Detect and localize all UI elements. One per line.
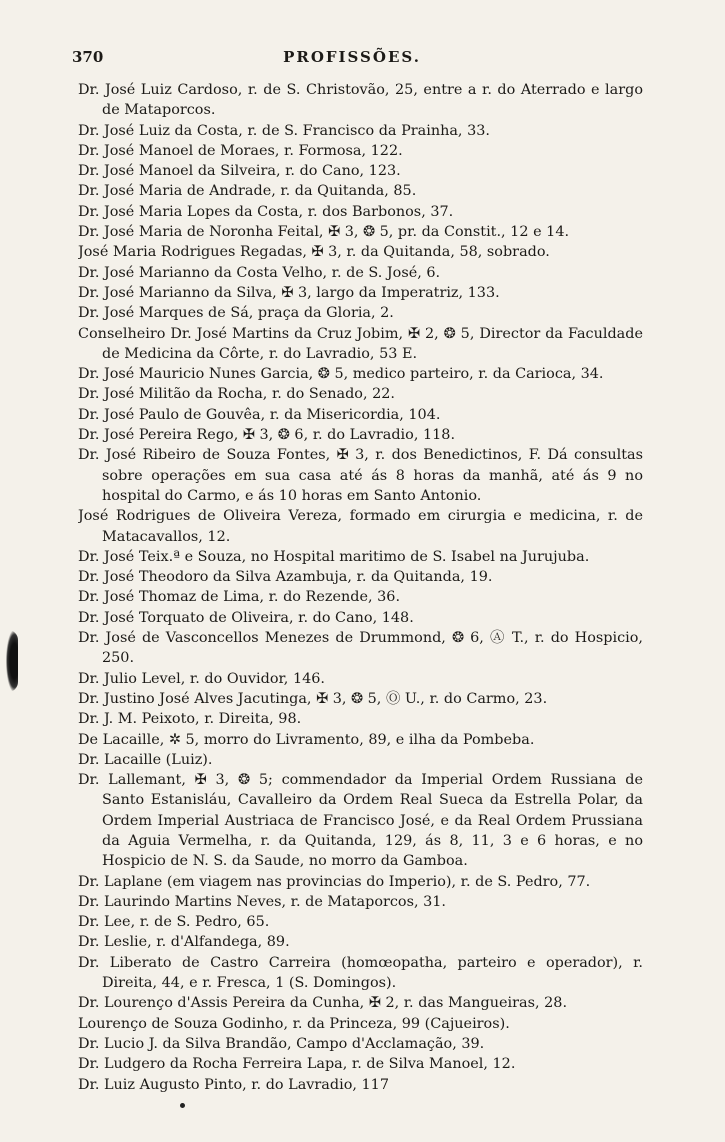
page-header xyxy=(72,48,632,70)
list-item: Dr. J. M. Peixoto, r. Direita, 98. xyxy=(78,711,302,728)
list-item: Dr. José Manoel de Moraes, r. Formosa, 122. xyxy=(78,142,403,159)
list-item: Dr. José Theodoro da Silva Azambuja, r. da Quitanda, 19. xyxy=(78,569,493,586)
list-item: Conselheiro Dr. José Martins da Cruz Jobim, ✠ 2, ❂ 5, Director da Faculdade de Medicina da Côrte, r. do Lavradio, 53 E. xyxy=(78,325,643,362)
list-item: Dr. José Maria de Noronha Feital, ✠ 3, ❂ 5, pr. da Constit., 12 e 14. xyxy=(78,224,570,241)
binding-shadow xyxy=(6,630,18,692)
list-item: Dr. José Paulo de Gouvêa, r. da Misericordia, 104. xyxy=(78,406,441,423)
list-item: Dr. Luiz Augusto Pinto, r. do Lavradio, 117 xyxy=(78,1076,389,1093)
list-item: José Maria Rodrigues Regadas, ✠ 3, r. da Quitanda, 58, sobrado. xyxy=(78,244,550,261)
list-item: Dr. José Thomaz de Lima, r. do Rezende, 36. xyxy=(78,589,401,606)
list-item: José Rodrigues de Oliveira Vereza, formado em cirurgia e medicina, r. de Matacavallos, 12. xyxy=(78,508,643,545)
list-item: Dr. José Militão da Rocha, r. do Senado, 22. xyxy=(78,386,395,403)
list-item: Dr. Lallemant, ✠ 3, ❂ 5; commendador da Imperial Ordem Russiana de Santo Estanisláu, Cavalleiro da Ordem Real Sueca da Estrella Polar, da Ordem Imperial Austriaca de Francisco José, e da Real Ordem Prussiana da Aguia Vermelha, r. da Quitanda, 129, ás 8, 11, 3 e 6 horas, e no Hospicio de N. S. da Saude, no morro da Gamboa. xyxy=(78,772,643,870)
list-item: Dr. José Pereira Rego, ✠ 3, ❂ 6, r. do Lavradio, 118. xyxy=(78,427,456,444)
running-title: PROFISSÕES. xyxy=(283,48,421,66)
list-item: De Lacaille, ✲ 5, morro do Livramento, 89, e ilha da Pombeba. xyxy=(78,731,535,748)
ink-speck xyxy=(180,1103,185,1108)
page-number: 370 xyxy=(72,48,104,66)
list-item: Dr. José Marianno da Silva, ✠ 3, largo da Imperatriz, 133. xyxy=(78,284,500,301)
list-item: Dr. Leslie, r. d'Alfandega, 89. xyxy=(78,934,290,951)
list-item: Dr. José Maria de Andrade, r. da Quitanda, 85. xyxy=(78,183,417,200)
list-item: Dr. Lacaille (Luiz). xyxy=(78,751,213,768)
list-item: Dr. José Luiz da Costa, r. de S. Francisco da Prainha, 33. xyxy=(78,122,490,139)
list-item: Lourenço de Souza Godinho, r. da Princeza, 99 (Cajueiros). xyxy=(78,1015,510,1032)
list-item: Dr. José de Vasconcellos Menezes de Drummond, ❂ 6, Ⓐ T., r. do Hospicio, 250. xyxy=(78,630,643,667)
list-item: Dr. Laurindo Martins Neves, r. de Mataporcos, 31. xyxy=(78,893,447,910)
list-item: Dr. José Marques de Sá, praça da Gloria, 2. xyxy=(78,305,394,322)
list-item: Dr. José Teix.ª e Souza, no Hospital maritimo de S. Isabel na Jurujuba. xyxy=(78,548,590,565)
list-item: Dr. Laplane (em viagem nas provincias do Imperio), r. de S. Pedro, 77. xyxy=(78,873,591,890)
list-item: Dr. Justino José Alves Jacutinga, ✠ 3, ❂ 5, Ⓞ U., r. do Carmo, 23. xyxy=(78,690,548,707)
list-item: Dr. Lourenço d'Assis Pereira da Cunha, ✠ 2, r. das Mangueiras, 28. xyxy=(78,995,568,1012)
list-item: Dr. Lee, r. de S. Pedro, 65. xyxy=(78,914,270,931)
list-item: Dr. José Manoel da Silveira, r. do Cano, 123. xyxy=(78,163,401,180)
list-item: Dr. Liberato de Castro Carreira (homœopatha, parteiro e operador), r. Direita, 44, e r. Fresca, 1 (S. Domingos). xyxy=(78,954,643,992)
list-item: Dr. Lucio J. da Silva Brandão, Campo d'Acclamação, 39. xyxy=(78,1035,485,1052)
directory-list xyxy=(78,80,643,1095)
list-item: Dr. José Marianno da Costa Velho, r. de S. José, 6. xyxy=(78,264,441,281)
list-item: Dr. José Ribeiro de Souza Fontes, ✠ 3, r. dos Benedictinos, F. Dá consultas sobre operações em sua casa até ás 8 horas da manhã, até ás 9 no hospital do Carmo, e ás 10 horas em Santo Antonio. xyxy=(78,447,643,504)
list-item: Dr. José Mauricio Nunes Garcia, ❂ 5, medico parteiro, r. da Carioca, 34. xyxy=(78,366,604,383)
list-item: Dr. Julio Level, r. do Ouvidor, 146. xyxy=(78,670,325,687)
list-item: Dr. José Torquato de Oliveira, r. do Cano, 148. xyxy=(78,609,414,626)
list-item: Dr. José Maria Lopes da Costa, r. dos Barbonos, 37. xyxy=(78,203,454,220)
list-item: Dr. Ludgero da Rocha Ferreira Lapa, r. de Silva Manoel, 12. xyxy=(78,1056,516,1073)
list-item: Dr. José Luiz Cardoso, r. de S. Christovão, 25, entre a r. do Aterrado e largo de Mataporcos. xyxy=(78,82,643,119)
